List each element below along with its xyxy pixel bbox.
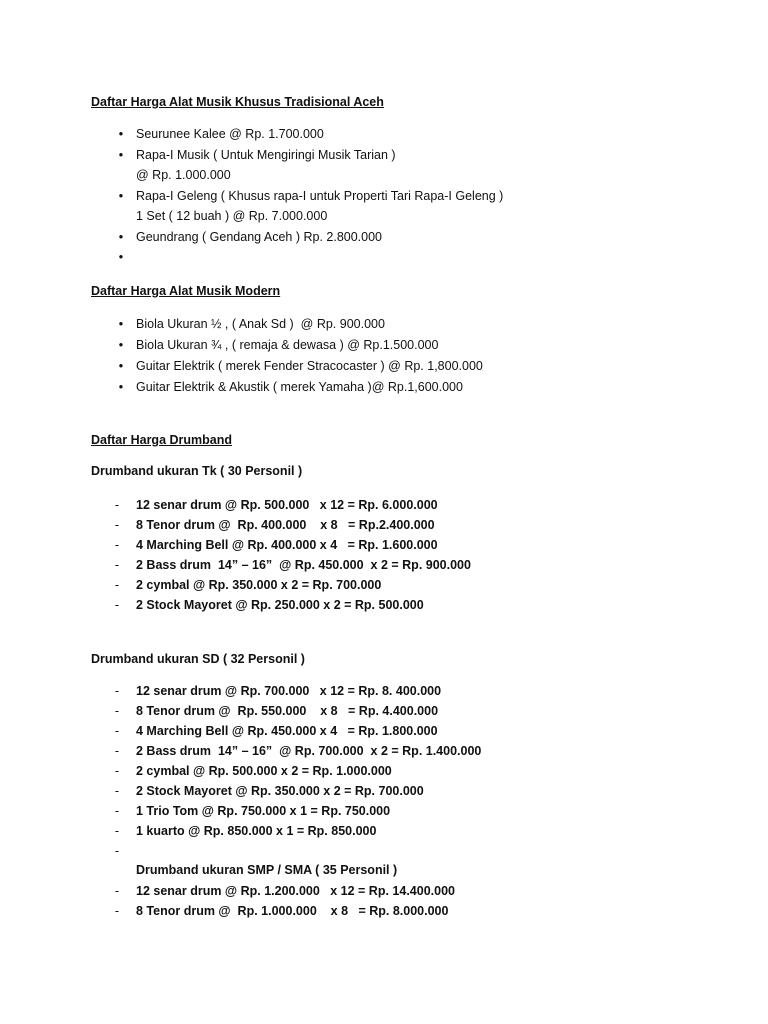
- list-item: [0, 148, 700, 189]
- list-item: [0, 380, 700, 401]
- list-item-text: 2 cymbal @ Rp. 350.000 x 2 = Rp. 700.000: [136, 578, 382, 592]
- list-item: [0, 824, 700, 844]
- list-item: [0, 518, 700, 538]
- subheading-smp-sma: Drumband ukuran SMP / SMA ( 35 Personil ): [136, 863, 398, 877]
- list-drumband-smp-sma: [0, 884, 700, 924]
- list-item: [0, 884, 700, 904]
- bullet-glyph: •: [118, 380, 124, 394]
- list-item: [0, 558, 700, 578]
- bullet-glyph: •: [118, 147, 124, 162]
- dash-glyph: -: [114, 518, 120, 532]
- bullet-glyph: •: [118, 317, 124, 331]
- dash-glyph: -: [114, 538, 120, 552]
- list-item-text: @ Rp. 1.000.000: [136, 168, 231, 182]
- dash-glyph: -: [114, 498, 120, 512]
- list-item: [0, 724, 700, 744]
- list-item-text: 2 Bass drum 14” – 16” @ Rp. 700.000 x 2 = Rp. 1.400.000: [136, 744, 482, 758]
- dash-glyph: -: [114, 884, 120, 898]
- subheading-sd: Drumband ukuran SD ( 32 Personil ): [91, 652, 305, 666]
- list-item-text: Rapa-I Geleng ( Khusus rapa-I untuk Properti Tari Rapa-I Geleng ): [136, 188, 504, 203]
- dash-glyph: -: [114, 844, 120, 858]
- list-item: [0, 578, 700, 598]
- list-item: [0, 230, 700, 251]
- list-item: [0, 338, 700, 359]
- list-item-text: 1 Trio Tom @ Rp. 750.000 x 1 = Rp. 750.000: [136, 804, 391, 818]
- list-item: [0, 189, 700, 230]
- list-item-text: 4 Marching Bell @ Rp. 450.000 x 4 = Rp. 1.800.000: [136, 724, 438, 738]
- bullet-glyph: •: [118, 188, 124, 203]
- dash-glyph: -: [114, 784, 120, 798]
- subheading-tk: Drumband ukuran Tk ( 30 Personil ): [91, 464, 303, 478]
- list-item-text: 12 senar drum @ Rp. 500.000 x 12 = Rp. 6.000.000: [136, 498, 438, 512]
- list-drumband-tk: [0, 498, 700, 618]
- dash-glyph: -: [114, 824, 120, 838]
- list-item-text: 1 Set ( 12 buah ) @ Rp. 7.000.000: [136, 209, 328, 223]
- list-item-text: 8 Tenor drum @ Rp. 1.000.000 x 8 = Rp. 8.000.000: [136, 904, 449, 918]
- list-item: [0, 764, 700, 784]
- list-item: [0, 784, 700, 804]
- dash-glyph: -: [114, 704, 120, 718]
- list-item: [0, 250, 700, 271]
- list-item: [0, 844, 700, 864]
- list-item-text: Rapa-I Musik ( Untuk Mengiringi Musik Tarian ): [136, 147, 396, 162]
- list-item: [0, 317, 700, 338]
- list-item: [0, 359, 700, 380]
- list-item: [0, 804, 700, 824]
- heading-aceh: Daftar Harga Alat Musik Khusus Tradisional Aceh: [91, 95, 384, 109]
- list-item-text: 1 kuarto @ Rp. 850.000 x 1 = Rp. 850.000: [136, 824, 377, 838]
- list-item-text: 2 cymbal @ Rp. 500.000 x 2 = Rp. 1.000.000: [136, 764, 392, 778]
- list-item-text: 12 senar drum @ Rp. 1.200.000 x 12 = Rp. 14.400.000: [136, 884, 455, 898]
- list-item: [0, 744, 700, 764]
- list-item: [0, 684, 700, 704]
- dash-glyph: -: [114, 804, 120, 818]
- list-item-text: Biola Ukuran ¾ , ( remaja & dewasa ) @ Rp.1.500.000: [136, 338, 439, 352]
- list-item-text: Biola Ukuran ½ , ( Anak Sd ) @ Rp. 900.000: [136, 317, 385, 331]
- bullet-glyph: •: [118, 359, 124, 373]
- dash-glyph: -: [114, 558, 120, 572]
- list-item-text: Guitar Elektrik ( merek Fender Stracocaster ) @ Rp. 1,800.000: [136, 359, 483, 373]
- list-item-text: Guitar Elektrik & Akustik ( merek Yamaha )@ Rp.1,600.000: [136, 380, 463, 394]
- dash-glyph: -: [114, 904, 120, 918]
- heading-modern: Daftar Harga Alat Musik Modern: [91, 284, 281, 298]
- list-item-text: 8 Tenor drum @ Rp. 550.000 x 8 = Rp. 4.400.000: [136, 704, 439, 718]
- bullet-glyph: •: [118, 229, 124, 244]
- list-item: [0, 704, 700, 724]
- list-aceh: [0, 127, 700, 271]
- list-item-text: 12 senar drum @ Rp. 700.000 x 12 = Rp. 8. 400.000: [136, 684, 442, 698]
- list-item: [0, 498, 700, 518]
- list-item-text: 8 Tenor drum @ Rp. 400.000 x 8 = Rp.2.400.000: [136, 518, 435, 532]
- list-item: [0, 127, 700, 148]
- bullet-glyph: •: [118, 338, 124, 352]
- list-item: [0, 598, 700, 618]
- dash-glyph: -: [114, 764, 120, 778]
- list-modern: [0, 317, 700, 401]
- dash-glyph: -: [114, 744, 120, 758]
- list-item: [0, 904, 700, 924]
- list-item-text: 2 Stock Mayoret @ Rp. 250.000 x 2 = Rp. 500.000: [136, 598, 424, 612]
- bullet-glyph: •: [118, 127, 124, 141]
- list-item-text: Seurunee Kalee @ Rp. 1.700.000: [136, 127, 324, 141]
- bullet-glyph: •: [118, 250, 124, 264]
- list-item: [0, 538, 700, 558]
- list-item-text: 4 Marching Bell @ Rp. 400.000 x 4 = Rp. 1.600.000: [136, 538, 438, 552]
- dash-glyph: -: [114, 578, 120, 592]
- list-drumband-sd: [0, 684, 700, 864]
- dash-glyph: -: [114, 684, 120, 698]
- heading-drumband: Daftar Harga Drumband: [91, 433, 232, 447]
- list-item-text: 2 Stock Mayoret @ Rp. 350.000 x 2 = Rp. 700.000: [136, 784, 424, 798]
- list-item-text: Geundrang ( Gendang Aceh ) Rp. 2.800.000: [136, 229, 383, 244]
- dash-glyph: -: [114, 724, 120, 738]
- list-item-text: 2 Bass drum 14” – 16” @ Rp. 450.000 x 2 = Rp. 900.000: [136, 558, 471, 572]
- dash-glyph: -: [114, 598, 120, 612]
